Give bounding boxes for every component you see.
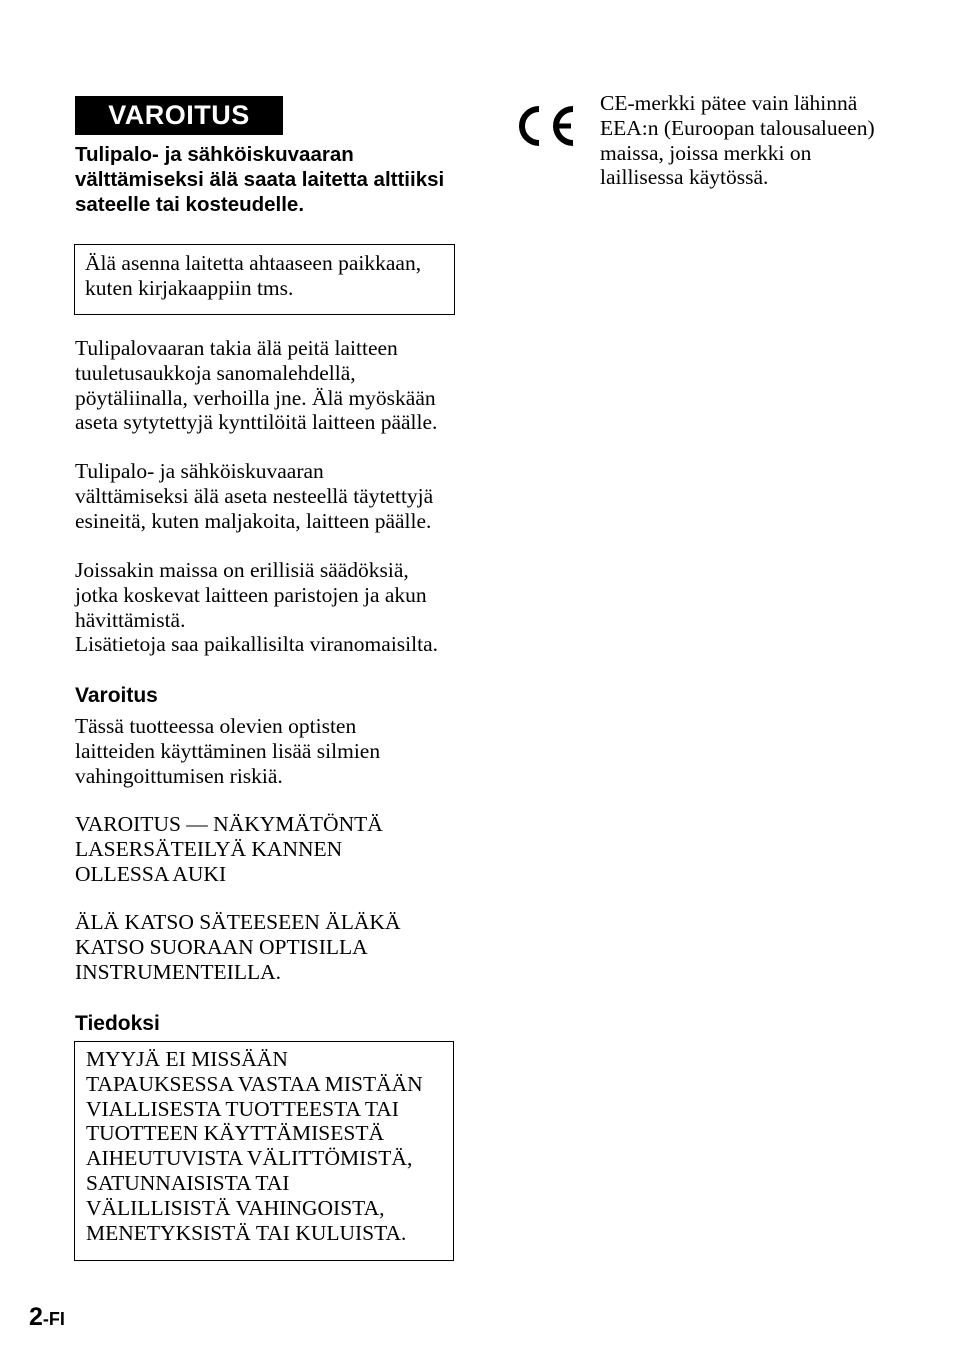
ce-mark-icon (513, 103, 577, 149)
ce-mark-text: CE-merkki pätee vain lähinnä EEA:n (Euroopan talousalueen) maissa, joissa merkki on laillisessa käytössä. (600, 91, 875, 190)
liquids-paragraph: Tulipalo- ja sähköiskuvaaran välttämiseksi älä aseta nesteellä täytettyjä esineitä, kuten maljakoita, laitteen päälle. (75, 459, 434, 533)
install-notice-text: Älä asenna laitetta ahtaaseen paikkaan, kuten kirjakaappiin tms. (85, 251, 422, 300)
caution-heading: Varoitus (75, 684, 158, 707)
notice-heading: Tiedoksi (75, 1012, 160, 1035)
optics-warning-text: ÄLÄ KATSO SÄTEESEEN ÄLÄKÄ KATSO SUORAAN OPTISILLA INSTRUMENTEILLA. (75, 910, 401, 984)
notice-text: MYYJÄ EI MISSÄÄN TAPAUKSESSA VASTAA MISTÄÄN VIALLISESTA TUOTTEESTA TAI TUOTTEEN KÄYTTÄMISESTÄ AIHEUTUVISTA VÄLITTÖMISTÄ, SATUNNAISISTA TAI VÄLILLISISTÄ VAHINGOISTA, MENETYKSISTÄ TAI KULUISTA. (86, 1047, 423, 1245)
page-number (29, 1302, 65, 1334)
install-notice-box (74, 244, 455, 315)
laser-warning-text: VAROITUS — NÄKYMÄTÖNTÄ LASERSÄTEILYÄ KANNEN OLLESSA AUKI (75, 812, 383, 886)
page-number-value: 2 (29, 1303, 43, 1331)
caution-text: Tässä tuotteessa olevien optisten laitteiden käyttäminen lisää silmien vahingoittumisen riskiä. (75, 714, 381, 788)
page-language-suffix: -FI (42, 1309, 65, 1329)
batteries-paragraph: Joissakin maissa on erillisiä säädöksiä, jotka koskevat laitteen paristojen ja akun hävittämistä. Lisätietoja saa paikallisilta viranomaisilta. (75, 558, 439, 657)
notice-box (74, 1041, 454, 1261)
warning-banner: VAROITUS (75, 96, 283, 135)
warning-lead-text: Tulipalo- ja sähköiskuvaaran välttämiseksi älä saata laitetta alttiiksi sateelle tai kosteudelle. (75, 143, 445, 216)
ventilation-paragraph: Tulipalovaaran takia älä peitä laitteen tuuletusaukkoja sanomalehdellä, pöytäliinalla, verhoilla jne. Älä myöskään aseta sytytettyjä kynttilöitä laitteen päälle. (75, 336, 438, 435)
